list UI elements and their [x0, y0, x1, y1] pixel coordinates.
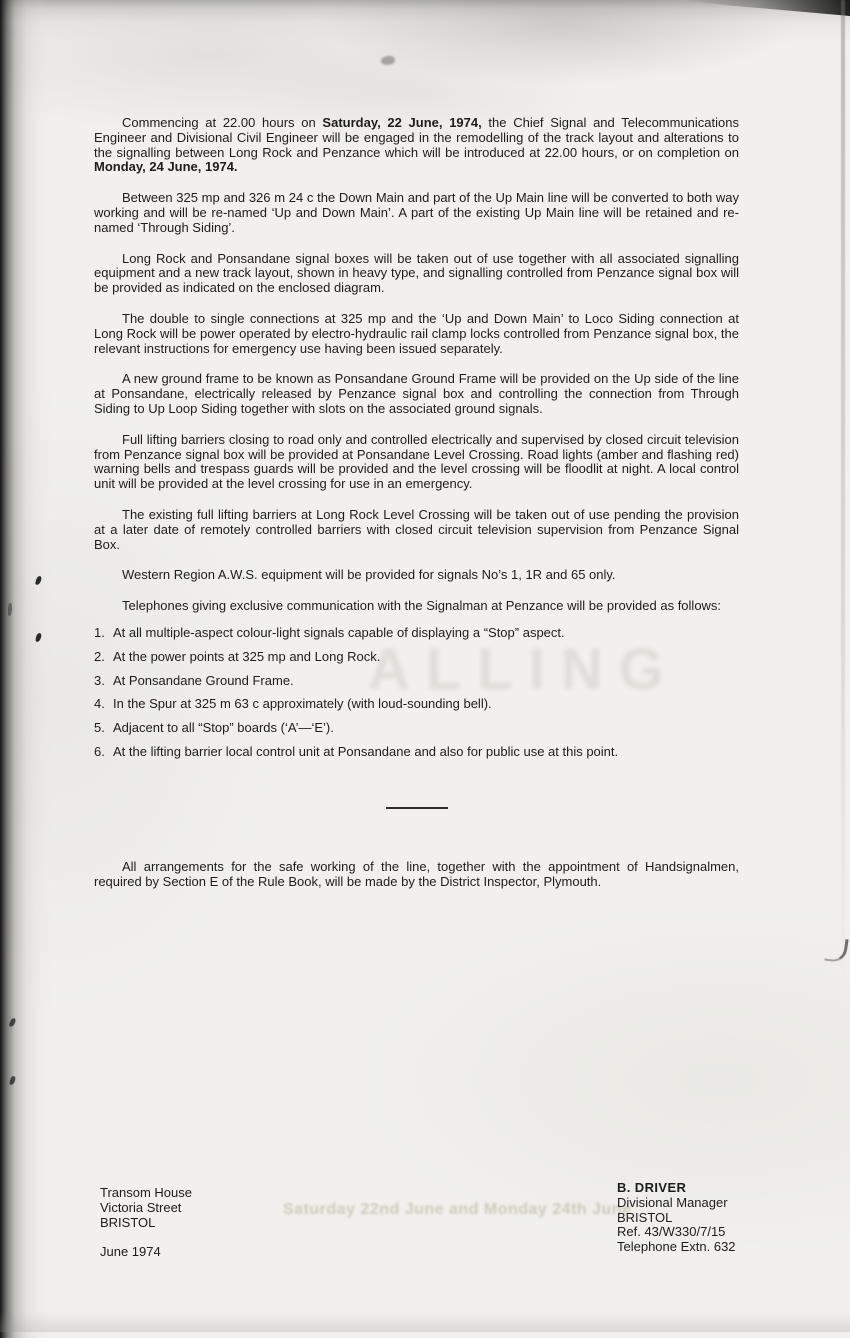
- paragraph-ponsandane-level-crossing: Full lifting barriers closing to road only and controlled electrically and supervised by closed circuit television from Penzance signal box will be provided at Ponsandane Level Crossing. Road lights (amber and flashing red) warning bells and trespass guards will be provided and the level crossing will be floodlit at night. A local control unit will be provided at the level crossing for use in an emergency.: [94, 431, 739, 492]
- list-item: [94, 674, 739, 689]
- list-item-text: At the power points at 325 mp and Long Rock.: [113, 648, 381, 664]
- signatory-title: Divisional Manager: [617, 1194, 728, 1210]
- telephone-extension: Telephone Extn. 632: [617, 1239, 736, 1255]
- list-item-number: 3.: [94, 672, 105, 688]
- paragraph-closing: All arrangements for the safe working of the line, together with the appointment of Handsignalmen, required by Section E of the Rule Book, will be made by the District Inspector, Plymouth.: [94, 858, 739, 889]
- bold-date-monday: Monday, 24 June, 1974.: [94, 159, 238, 175]
- list-item-number: 6.: [94, 743, 105, 759]
- section-divider: [386, 807, 448, 809]
- list-item: [94, 697, 739, 712]
- address-line: BRISTOL: [100, 1214, 156, 1230]
- address-line: Transom House: [100, 1185, 192, 1200]
- paragraph-ground-frame: A new ground frame to be known as Ponsandane Ground Frame will be provided on the Up side of the line at Ponsandane, electrically released by Penzance signal box and controlling the connection from Through Siding to Up Loop Siding together with slots on the associated ground signals.: [94, 371, 739, 416]
- scan-edge-top: [0, 0, 850, 44]
- show-through-watermark: ALLING: [368, 637, 680, 702]
- ink-smudge: [381, 56, 395, 65]
- list-item-text: In the Spur at 325 m 63 c approximately (with loud-sounding bell).: [113, 696, 492, 712]
- list-item-number: 4.: [94, 696, 105, 712]
- signature-block: [617, 1181, 736, 1255]
- reference-number: Ref. 43/W330/7/15: [617, 1224, 726, 1240]
- paper-crease-right: [841, 0, 845, 985]
- address-line: Victoria Street: [100, 1199, 182, 1215]
- list-item: [94, 745, 739, 760]
- list-item: [94, 721, 739, 736]
- bold-date-saturday: Saturday, 22 June, 1974,: [322, 115, 482, 130]
- telephone-locations-list: [94, 626, 739, 760]
- list-item-text: Adjacent to all “Stop” boards (‘A’—‘E’).: [113, 720, 334, 736]
- list-item-number: 2.: [94, 648, 105, 664]
- notice-body: [94, 116, 739, 905]
- issue-date: June 1974: [100, 1244, 161, 1260]
- signatory-city: BRISTOL: [617, 1209, 673, 1225]
- paragraph-rail-clamp-locks: The double to single connections at 325 mp and the ‘Up and Down Main’ to Loco Siding connection at Long Rock will be power operated by electro-hydraulic rail clamp locks controlled from Penzance signal box, the relevant instructions for emergency use having been issued separately.: [94, 310, 739, 356]
- paragraph-aws-equipment: Western Region A.W.S. equipment will be provided for signals No’s 1, 1R and 65 only.: [122, 567, 616, 583]
- paragraph-long-rock-level-crossing: The existing full lifting barriers at Long Rock Level Crossing will be taken out of use pending the provision at a later date of remotely controlled barriers with closed circuit television supervision from Penzance Signal Box.: [94, 506, 739, 552]
- paragraph-telephones-intro: Telephones giving exclusive communication with the Signalman at Penzance will be provided as follows:: [122, 598, 722, 614]
- list-item-text: At the lifting barrier local control unit at Ponsandane and also for public use at this point.: [113, 743, 619, 759]
- scan-edge-bottom: [0, 1330, 850, 1338]
- paragraph-both-way-working: Between 325 mp and 326 m 24 c the Down Main and part of the Up Main line will be converted to both way working and will be re-named ‘Up and Down Main’. A part of the existing Up Main line will be retained and re-named ‘Through Siding’.: [94, 190, 739, 235]
- list-item: [94, 626, 739, 641]
- list-item: [94, 650, 739, 665]
- paragraph-signal-boxes-out-of-use: Long Rock and Ponsandane signal boxes will be taken out of use together with all associated signalling equipment and a new track layout, shown in heavy type, and signalling controlled from Penzance signal box will be provided as indicated on the enclosed diagram.: [94, 250, 739, 296]
- show-through-text: Saturday 22nd June and Monday 24th June: [283, 1201, 632, 1218]
- paragraph-commencing: [94, 116, 739, 175]
- list-item-text: At Ponsandane Ground Frame.: [113, 672, 294, 688]
- scan-edge-left: [0, 0, 52, 1338]
- scan-edge-bottom-shading: [0, 1312, 850, 1332]
- sender-address-block: [100, 1186, 192, 1260]
- list-item-number: 1.: [94, 624, 105, 640]
- signatory-name: B. DRIVER: [617, 1180, 687, 1195]
- text-segment: Commencing at 22.00 hours on: [122, 115, 323, 130]
- list-item-number: 5.: [94, 720, 105, 736]
- text-segment: the Chief Signal and Telecommunications Engineer and Divisional Civil Engineer will be engaged in the remodelling of the track layout and alterations to the signalling between Long Rock and Penzance which will be introduced at 22.00 hours, or on completion on: [94, 115, 739, 160]
- list-item-text: At all multiple-aspect colour-light signals capable of displaying a “Stop” aspect.: [113, 624, 565, 640]
